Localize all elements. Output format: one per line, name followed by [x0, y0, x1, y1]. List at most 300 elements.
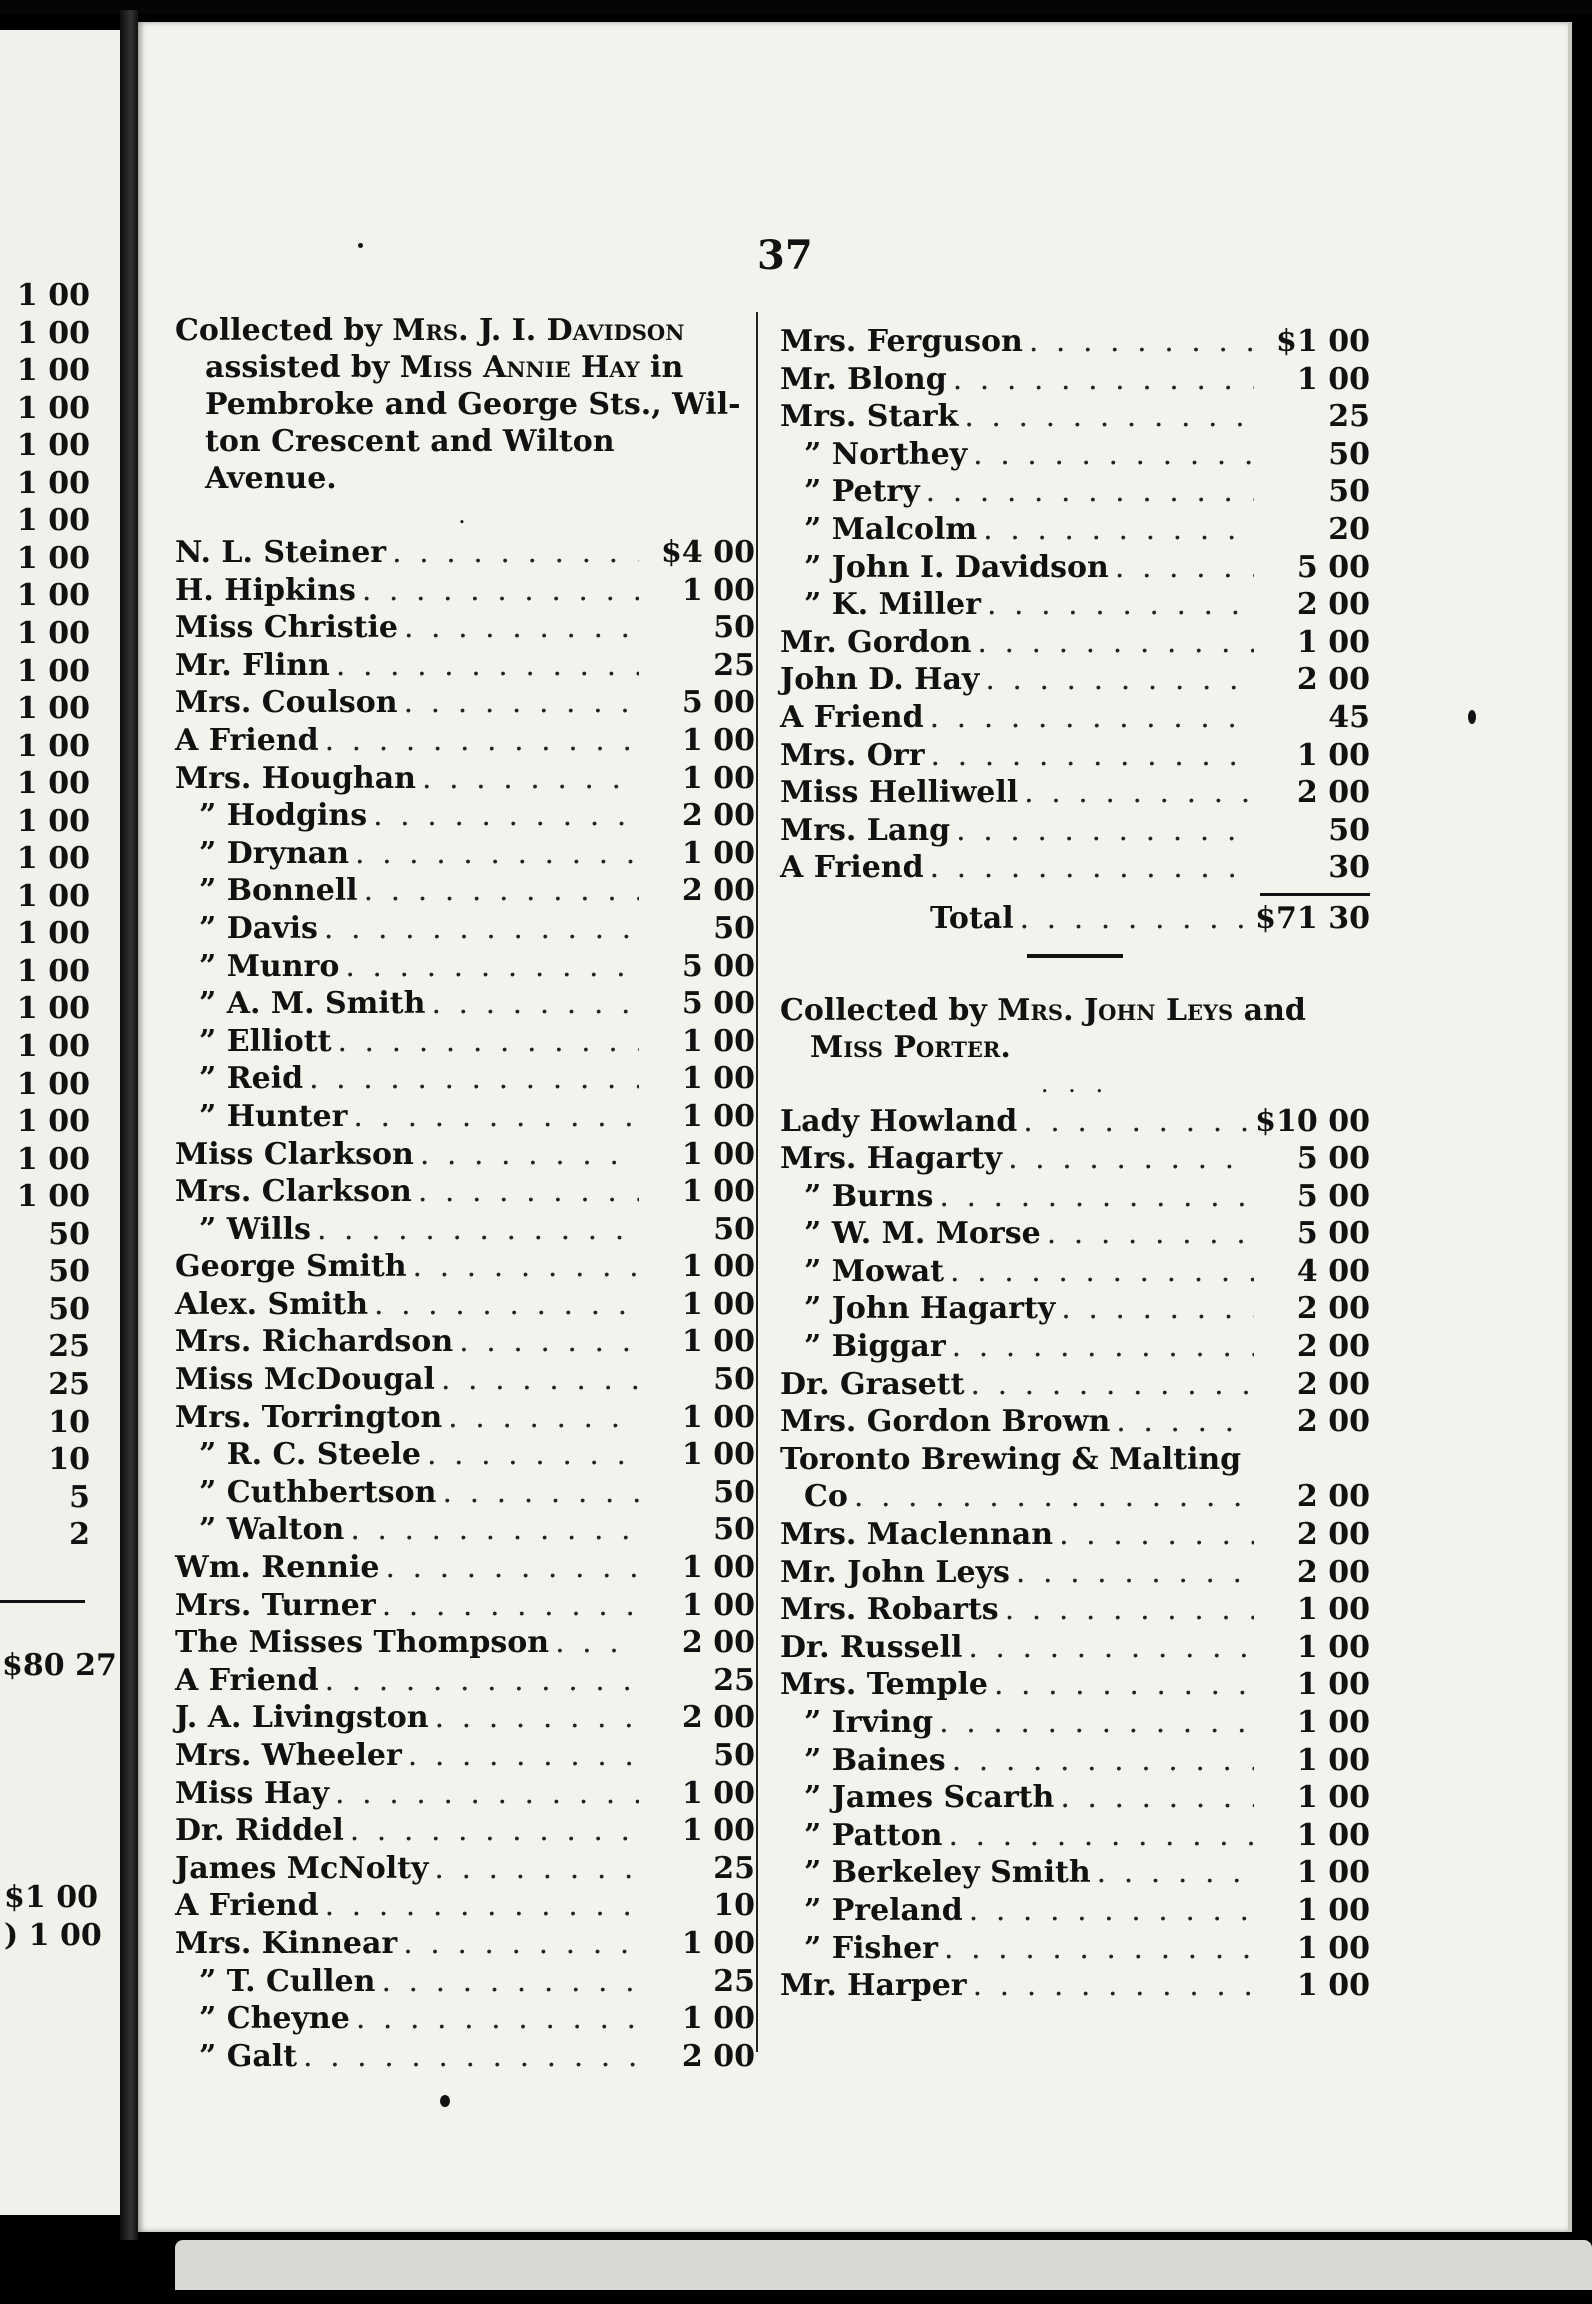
list-entry — [175, 797, 755, 835]
donation-amount: 2 00 — [681, 1625, 755, 1661]
donation-amount: 20 — [1328, 511, 1370, 547]
donation-amount: 1 00 — [1296, 1817, 1370, 1853]
donor-name: Toronto Brewing & Malting — [780, 1441, 1242, 1477]
list-entry — [780, 699, 1370, 737]
donor-name: ” Biggar — [804, 1329, 946, 1365]
donor-name: Miss Christie — [175, 610, 398, 646]
dot-leader — [324, 910, 639, 948]
donation-amount: 1 00 — [681, 1174, 755, 1210]
left-column — [175, 312, 755, 2075]
donation-amount: 1 00 — [681, 1136, 755, 1172]
list-entry — [780, 1328, 1370, 1366]
donor-name: ” Baines — [804, 1742, 946, 1778]
list-entry — [175, 1436, 755, 1474]
donation-amount: 1 00 — [681, 1286, 755, 1322]
facing-page-amount: 1 00 — [16, 728, 90, 764]
dot-leader — [448, 1399, 639, 1437]
donor-name: ” John Hagarty — [804, 1291, 1056, 1327]
donor-name: Mrs. Kinnear — [175, 1925, 398, 1961]
list-entry — [780, 436, 1370, 474]
donor-name: Dr. Riddel — [175, 1813, 344, 1849]
list-entry — [780, 323, 1370, 361]
donor-name: Miss Helliwell — [780, 775, 1019, 811]
list-entry — [175, 1850, 755, 1888]
donor-name: ” Wills — [199, 1211, 311, 1247]
donation-amount: 25 — [713, 647, 755, 683]
donor-name: ” Irving — [804, 1705, 934, 1740]
facing-page-amount: 1 00 — [16, 428, 90, 464]
scan-top-edge — [0, 0, 1592, 14]
donation-amount: 50 — [1328, 436, 1370, 472]
donation-amount: 1 00 — [1296, 1780, 1370, 1816]
dot-leader — [373, 797, 639, 835]
facing-page-amount: 1 00 — [16, 803, 90, 839]
dot-leader — [413, 1248, 639, 1286]
donor-name: Mr. John Leys — [780, 1554, 1010, 1590]
dot-leader — [350, 1812, 639, 1850]
list-entry — [175, 684, 755, 722]
donation-amount: 1 00 — [681, 1925, 755, 1961]
donation-amount: 1 00 — [1296, 1930, 1370, 1966]
dot-leader — [1023, 1103, 1249, 1141]
total-amount: $71 30 — [1255, 900, 1370, 936]
dot-leader — [956, 812, 1254, 850]
section2-heading-line-1: Collected by Mrs. John Leys and — [780, 992, 1306, 1028]
donation-amount: 1 00 — [1296, 624, 1370, 660]
donation-amount: 2 00 — [1296, 1329, 1370, 1365]
list-entry — [780, 361, 1370, 399]
list-entry — [780, 1178, 1370, 1216]
section-divider — [1027, 954, 1123, 958]
dot-leader — [317, 1211, 639, 1249]
list-entry — [175, 1136, 755, 1174]
list-entry — [175, 1060, 755, 1098]
donation-amount: 2 00 — [1296, 1517, 1370, 1553]
donation-amount: 25 — [713, 1662, 755, 1698]
list-entry — [175, 1248, 755, 1286]
dot-leader — [355, 835, 639, 873]
list-entry — [175, 1963, 755, 2001]
total-label: Total — [930, 900, 1014, 936]
facing-page-amount: 1 00 — [16, 390, 90, 426]
dot-leader — [1097, 1854, 1254, 1892]
dot-leader — [985, 661, 1254, 699]
dot-leader — [854, 1478, 1254, 1516]
section1-heading — [175, 312, 755, 497]
list-entry — [175, 760, 755, 798]
section1-heading-line-3: Pembroke and George Sts., Wil- — [205, 387, 741, 422]
donor-name: ” Cuthbertson — [199, 1474, 437, 1510]
dot-leader — [336, 647, 639, 685]
facing-page-amount: 1 00 — [16, 691, 90, 727]
donor-name: The Misses Thompson — [175, 1625, 550, 1661]
dot-leader — [435, 1699, 639, 1737]
donor-name: N. L. Steiner — [175, 535, 387, 570]
facing-page-amount: 1 00 — [16, 991, 90, 1027]
facing-page-fragment — [0, 30, 122, 2215]
dot-leader — [325, 1662, 639, 1700]
page-bottom-edge — [175, 2240, 1592, 2290]
facing-page-total-rule — [0, 1600, 85, 1603]
facing-page-amount: 1 00 — [16, 578, 90, 614]
list-entry — [780, 1140, 1370, 1178]
donor-name: Dr. Grasett — [780, 1366, 965, 1402]
dot-leader — [969, 1892, 1254, 1930]
dot-leader — [1029, 323, 1254, 361]
dot-leader — [427, 1436, 639, 1474]
facing-page-bottom-line-1: $1 00 — [4, 1880, 98, 1915]
section1-list-left — [175, 534, 755, 2075]
donation-amount: $4 00 — [661, 535, 755, 570]
donor-name: John D. Hay — [780, 662, 980, 698]
list-entry — [175, 835, 755, 873]
list-entry — [175, 647, 755, 685]
speck — [1468, 710, 1476, 724]
facing-page-amount: 1 00 — [16, 1029, 90, 1064]
list-entry — [175, 948, 755, 986]
list-entry — [175, 534, 755, 572]
donor-name: ” Berkeley Smith — [804, 1855, 1091, 1891]
column-divider — [756, 312, 758, 2052]
donation-amount: 50 — [713, 1738, 755, 1773]
dot-leader — [1116, 1403, 1254, 1441]
dot-leader — [418, 1173, 639, 1211]
dot-leader — [325, 1887, 639, 1925]
dot-leader — [325, 722, 639, 760]
list-entry — [780, 1403, 1370, 1441]
facing-page-amount: 1 00 — [16, 841, 90, 877]
donor-name: A Friend — [780, 699, 924, 735]
list-entry — [780, 1704, 1370, 1742]
donation-amount: 2 00 — [681, 798, 755, 834]
donor-name: H. Hipkins — [175, 572, 356, 608]
list-entry — [175, 872, 755, 910]
donor-name: Mr. Flinn — [175, 647, 330, 683]
donation-amount: 2 00 — [681, 1700, 755, 1736]
facing-page-amount: 1 00 — [16, 766, 90, 802]
list-entry — [175, 1474, 755, 1512]
section2-heading-line-2: Miss Porter. — [810, 1029, 1011, 1065]
facing-page-amount: 1 00 — [16, 615, 90, 651]
donor-name: ” Bonnell — [199, 873, 358, 909]
list-entry — [175, 1286, 755, 1324]
donor-name: Mrs. Torrington — [175, 1399, 443, 1435]
donation-amount: 1 00 — [681, 760, 755, 796]
separator-dots: . — [458, 501, 472, 529]
list-entry — [175, 1023, 755, 1061]
facing-page-amount: 50 — [48, 1254, 90, 1290]
dot-leader — [1024, 774, 1254, 812]
donation-amount: 1 00 — [681, 1775, 755, 1811]
donation-amount: $1 00 — [1276, 324, 1370, 359]
donor-name: Alex. Smith — [175, 1286, 369, 1322]
list-entry — [780, 774, 1370, 812]
dot-leader — [309, 1060, 639, 1098]
facing-page-amount: 1 00 — [16, 1066, 90, 1102]
donation-amount: 1 00 — [1296, 1592, 1370, 1628]
list-entry — [780, 1817, 1370, 1855]
dot-leader — [1008, 1140, 1254, 1178]
dot-leader — [434, 1850, 639, 1888]
donor-name: ” K. Miller — [804, 587, 981, 623]
dot-leader — [926, 473, 1254, 511]
donation-amount: 30 — [1328, 850, 1370, 886]
dot-leader — [404, 609, 639, 647]
donor-name: ” W. M. Morse — [804, 1216, 1041, 1252]
donor-name: ” Patton — [804, 1817, 943, 1853]
dot-leader — [356, 2000, 639, 2038]
dot-leader — [1047, 1215, 1254, 1253]
dot-leader — [950, 1253, 1254, 1291]
donation-amount: 25 — [713, 1963, 755, 1999]
dot-leader — [930, 699, 1254, 737]
facing-page-total: $80 27 — [2, 1648, 117, 1683]
facing-page-amount: 1 00 — [16, 503, 90, 539]
dot-leader — [994, 1666, 1254, 1704]
donor-name: Miss Clarkson — [175, 1136, 414, 1172]
donor-name: ” Reid — [199, 1061, 304, 1097]
dot-leader — [353, 1098, 639, 1136]
donor-name: ” Hodgins — [199, 798, 368, 834]
donor-name: Mrs. Clarkson — [175, 1174, 412, 1210]
list-entry — [780, 1253, 1370, 1291]
list-entry — [175, 1511, 755, 1549]
donation-amount: 2 00 — [1296, 1404, 1370, 1440]
list-entry — [780, 737, 1370, 775]
dot-leader — [459, 1323, 639, 1361]
facing-page-bottom-line-2: ) 1 00 — [4, 1918, 102, 1953]
book-gutter — [120, 10, 138, 2240]
list-entry — [780, 1967, 1370, 2005]
donor-name: Mrs. Orr — [780, 737, 925, 773]
dot-leader — [1115, 549, 1254, 587]
donor-name: Mr. Blong — [780, 361, 947, 397]
donation-amount: 5 00 — [1296, 1141, 1370, 1177]
donation-amount: 1 00 — [1296, 1667, 1370, 1703]
donor-name: A Friend — [175, 1888, 319, 1924]
dot-leader — [555, 1624, 639, 1662]
donor-name: Mrs. Temple — [780, 1667, 988, 1703]
facing-page-amount: 1 00 — [16, 916, 90, 952]
donor-name: Mrs. Coulson — [175, 685, 398, 721]
dot-leader — [382, 1587, 639, 1625]
donor-name: ” Davis — [199, 910, 318, 946]
list-entry — [175, 572, 755, 610]
donation-amount: 5 00 — [681, 948, 755, 984]
dot-leader — [973, 1967, 1254, 2005]
donor-name: Mrs. Maclennan — [780, 1517, 1054, 1553]
donation-amount: 5 00 — [681, 986, 755, 1022]
list-entry — [175, 2000, 755, 2038]
donor-name: Mr. Harper — [780, 1968, 967, 2004]
dot-leader — [1061, 1290, 1254, 1328]
donor-name: ” T. Cullen — [199, 1963, 376, 1999]
donation-amount: 1 00 — [681, 1324, 755, 1360]
dot-leader — [931, 737, 1254, 775]
donor-name: Mrs. Wheeler — [175, 1738, 402, 1773]
dot-leader — [385, 1549, 639, 1587]
donor-name: Wm. Rennie — [175, 1550, 380, 1586]
facing-page-amount: 25 — [48, 1329, 90, 1365]
donation-amount: 1 00 — [681, 835, 755, 871]
donation-amount: 1 00 — [1296, 361, 1370, 397]
dot-leader — [944, 1930, 1254, 1968]
donor-name: ” Fisher — [804, 1930, 938, 1966]
list-entry — [780, 1779, 1370, 1817]
donation-amount: 2 00 — [681, 873, 755, 909]
list-entry — [780, 1441, 1370, 1479]
donation-amount: 50 — [713, 1512, 755, 1548]
list-entry — [175, 1399, 755, 1437]
donor-name: ” Petry — [804, 474, 920, 510]
facing-page-amount: 10 — [48, 1442, 90, 1478]
list-entry — [175, 1662, 755, 1700]
donor-name: ” Munro — [199, 948, 340, 984]
dot-leader — [364, 872, 639, 910]
donor-name: ” Preland — [804, 1892, 963, 1928]
speck — [440, 2095, 450, 2107]
donor-name: Mr. Gordon — [780, 624, 972, 660]
donor-name: Miss Hay — [175, 1775, 330, 1811]
list-entry — [175, 1812, 755, 1850]
list-entry — [780, 1854, 1370, 1892]
donor-name: ” Walton — [199, 1512, 345, 1548]
dot-leader — [335, 1775, 639, 1813]
donor-name: James McNolty — [175, 1850, 429, 1886]
list-entry — [175, 722, 755, 760]
list-entry — [780, 473, 1370, 511]
right-column — [780, 323, 1370, 2005]
list-entry — [175, 1887, 755, 1925]
donor-name: Mrs. Richardson — [175, 1324, 454, 1360]
donation-amount: 2 00 — [1296, 662, 1370, 698]
list-entry — [780, 549, 1370, 587]
donation-amount: 1 00 — [681, 2001, 755, 2037]
facing-page-amount: 1 00 — [16, 1179, 90, 1215]
dot-leader — [977, 624, 1254, 662]
donation-amount: 25 — [1328, 399, 1370, 435]
section1-heading-line-4: ton Crescent and Wilton Avenue. — [205, 424, 615, 496]
dot-leader — [952, 1742, 1254, 1780]
list-entry — [780, 849, 1370, 887]
donation-amount: 50 — [1328, 812, 1370, 848]
list-entry — [780, 1930, 1370, 1968]
section2-list — [780, 1103, 1370, 2005]
section1-heading-line-1: Collected by Mrs. J. I. Davidson — [175, 313, 685, 348]
list-entry — [780, 1366, 1370, 1404]
facing-page-amount: 1 00 — [16, 315, 90, 351]
section1-list-right — [780, 323, 1370, 887]
list-entry — [175, 1624, 755, 1662]
donation-amount: 1 00 — [681, 1249, 755, 1285]
dot-leader — [983, 511, 1254, 549]
donation-amount: 2 00 — [1296, 1366, 1370, 1402]
facing-page-amount: 1 00 — [16, 353, 90, 389]
speck — [358, 243, 363, 248]
donor-name: Co — [804, 1479, 848, 1515]
facing-page-amount: 1 00 — [16, 1141, 90, 1177]
list-entry — [175, 1737, 755, 1775]
donor-name: Mrs. Gordon Brown — [780, 1404, 1111, 1440]
donor-name: Mrs. Lang — [780, 812, 951, 848]
donation-amount: 1 00 — [681, 1587, 755, 1623]
donation-amount: 50 — [713, 910, 755, 946]
donation-amount: 4 00 — [1296, 1253, 1370, 1289]
list-entry — [175, 2038, 755, 2076]
donation-amount: 50 — [713, 1474, 755, 1510]
donation-amount: 1 00 — [1296, 1892, 1370, 1928]
dot-leader — [345, 948, 639, 986]
list-entry — [780, 624, 1370, 662]
dot-leader — [1060, 1779, 1254, 1817]
donation-amount: 1 00 — [1296, 1705, 1370, 1740]
list-entry — [780, 1103, 1370, 1141]
dot-leader — [441, 1361, 639, 1399]
donor-name: ” A. M. Smith — [199, 986, 426, 1022]
dot-leader — [930, 849, 1254, 887]
list-entry — [175, 1699, 755, 1737]
facing-page-amount: 5 — [69, 1479, 90, 1515]
donation-amount: 1 00 — [1296, 1742, 1370, 1778]
facing-page-amount: 1 00 — [16, 278, 90, 313]
donation-amount: 2 00 — [1296, 1479, 1370, 1515]
list-entry — [780, 586, 1370, 624]
section1-heading-line-2: assisted by Miss Annie Hay in — [205, 350, 684, 385]
donor-name: Mrs. Turner — [175, 1587, 376, 1623]
donation-amount: 2 00 — [1296, 775, 1370, 811]
donor-name: ” Burns — [804, 1178, 934, 1214]
donation-amount: 1 00 — [1296, 1855, 1370, 1891]
donor-name: ” Hunter — [199, 1098, 348, 1134]
facing-page-amount: 25 — [48, 1366, 90, 1402]
list-entry — [175, 609, 755, 647]
dot-leader — [939, 1178, 1254, 1216]
donation-amount: 5 00 — [1296, 1216, 1370, 1252]
list-entry — [780, 1629, 1370, 1667]
list-entry — [175, 985, 755, 1023]
facing-page-amount: 50 — [48, 1216, 90, 1252]
list-entry — [175, 1587, 755, 1625]
list-entry — [175, 1775, 755, 1813]
dot-leader — [350, 1511, 639, 1549]
list-entry — [780, 1591, 1370, 1629]
facing-page-amount: 1 00 — [16, 465, 90, 501]
donation-amount: 50 — [713, 610, 755, 646]
dot-leader — [953, 361, 1254, 399]
facing-page-amount: 1 00 — [16, 540, 90, 576]
facing-page-amount: 50 — [48, 1291, 90, 1327]
dot-leader — [408, 1737, 639, 1775]
dot-leader — [1005, 1591, 1254, 1629]
list-entry — [780, 398, 1370, 436]
donation-amount: 1 00 — [681, 1550, 755, 1586]
dot-leader — [952, 1328, 1254, 1366]
donation-amount: 1 00 — [1296, 737, 1370, 773]
donor-name: Dr. Russell — [780, 1629, 963, 1665]
dot-leader — [381, 1963, 639, 2001]
dot-leader — [362, 572, 639, 610]
dot-leader — [973, 436, 1254, 474]
list-entry — [780, 1478, 1370, 1516]
dot-leader — [443, 1474, 640, 1512]
dot-leader — [1020, 900, 1250, 938]
donation-amount: 1 00 — [681, 1061, 755, 1097]
list-entry — [780, 812, 1370, 850]
donor-name: Mrs. Stark — [780, 399, 959, 435]
list-entry — [175, 1925, 755, 1963]
separator-dots: . . . — [1040, 1069, 1110, 1098]
list-entry — [175, 1323, 755, 1361]
